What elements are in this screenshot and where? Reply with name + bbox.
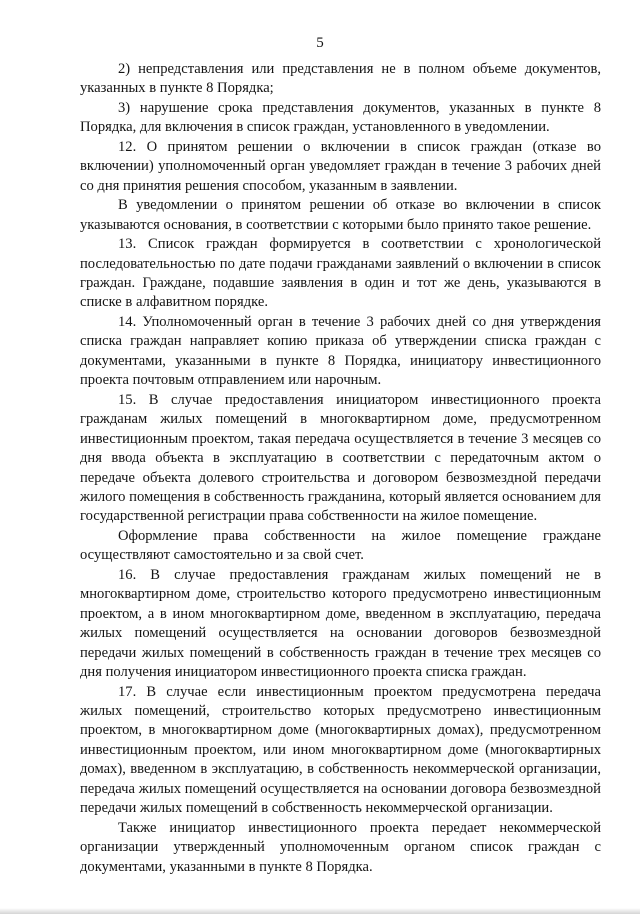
paragraph-item-2-non-submission: 2) непредставления или представления не в полном объеме документов, указанных в пункте 8 Порядка; [80,61,601,97]
paragraph-12-notification: 12. О принятом решении о включении в список граждан (отказе во включении) уполномоченный орган уведомляет граждан в течение 3 рабочих дней со дня принятия решения способом, указанным в заявлении. [80,138,601,194]
page-number: 5 [316,35,324,51]
paragraph-13-list-formation: 13. Список граждан формируется в соответствии с хронологической последовательностью по дате подачи гражданами заявлений о включении в список граждан. Граждане, подавшие заявления в один и тот же день, указываются в списке в алфавитном порядке. [80,236,601,311]
paragraph-15-transfer-in-project-building: 15. В случае предоставления инициатором инвестиционного проекта гражданам жилых помещений в многоквартирном доме, предусмотренном инвестиционным проектом, такая передача осуществляется в течение 3 месяцев со дня ввода объекта в эксплуатацию в соответствии с передаточным актом о передаче объекта долевого строительства и договором безвозмездной передачи жилого помещения в собственность гражданина, который является основанием для государственной регистрации права собственности на жилое помещение. [80,391,601,525]
paragraph-12-refusal-grounds: В уведомлении о принятом решении об отказе во включении в список указываются основания, в соответствии с которыми было принято такое решение. [80,197,601,233]
document-body [80,60,601,877]
paragraph-15-ownership-registration: Оформление права собственности на жилое помещение граждане осуществляют самостоятельно и за свой счет. [80,527,601,564]
paragraph-item-3-deadline-violation: 3) нарушение срока представления документов, указанных в пункте 8 Порядка, для включения в список граждан, установленного в уведомлении. [80,99,601,136]
scan-edge [0,908,640,914]
paragraph-17-list-handover: Также инициатор инвестиционного проекта передает некоммерческой организации утвержденный уполномоченным органом список граждан с документами, указанными в пункте 8 Порядка. [80,819,601,875]
paragraph-17-transfer-to-nonprofit: 17. В случае если инвестиционным проектом предусмотрена передача жилых помещений, строительство которых предусмотрено инвестиционным проектом, в многоквартирном доме (многоквартирных домах), предусмотренном инвестиционным проектом, или ином многоквартирном доме (многоквартирных домах), введенном в эксплуатацию, в собственность некоммерческой организации, передача жилых помещений осуществляется на основании договора безвозмездной передачи жилых помещений в собственность некоммерческой организации. [80,683,601,817]
paragraph-16-transfer-in-other-building: 16. В случае предоставления гражданам жилых помещений не в многоквартирном доме, строительство которого предусмотрено инвестиционным проектом, а в ином многоквартирном доме, введенном в эксплуатацию, передача жилых помещений осуществляется на основании договоров безвозмездной передачи жилых помещений в собственность граждан в течение трех месяцев со дня получения инициатором инвестиционного проекта списка граждан. [80,566,601,681]
paragraph-14-order-copy: 14. Уполномоченный орган в течение 3 рабочих дней со дня утверждения списка граждан направляет копию приказа об утверждении списка граждан с документами, указанными в пункте 8 Порядка, инициатору инвестиционного проекта почтовым отправлением или нарочным. [80,313,601,389]
